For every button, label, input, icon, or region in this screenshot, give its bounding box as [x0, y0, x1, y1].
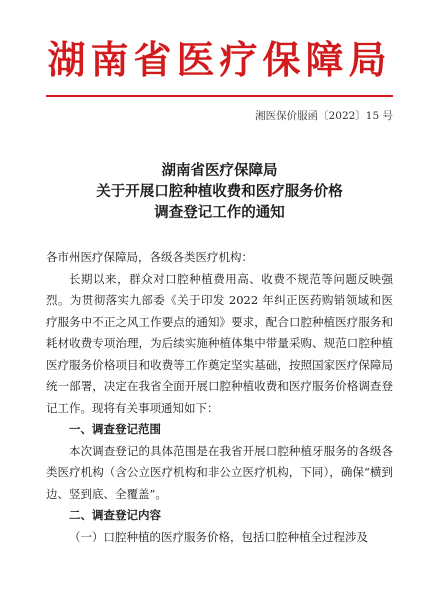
- section-heading-content: 二、调查登记内容: [69, 508, 161, 522]
- addressee-line: 各市州医疗保障局，各级各类医疗机构：: [46, 250, 253, 264]
- notice-title: [0, 160, 439, 223]
- letterhead-red-rule: [46, 95, 393, 97]
- notice-title-line-2: 关于开展口腔种植收费和医疗服务价格: [96, 183, 343, 200]
- paragraph-intro: 长期以来，群众对口腔种植费用高、收费不规范等问题反映强烈。为贯彻落实九部委《关于印发 2022 年纠正医药购销领域和医疗服务中不正之风工作要点的通知》要求，配合口腔种植医疗服务和耗材收费专项治理，为后续实施种植体集中带量采购、规范口腔种植医疗服务价格项目和收费等工作奠定坚实基础，按照国家医疗保障局统一部署，决定在我省全面开展口腔种植收费和医疗服务价格调查登记工作。现将有关事项通知如下：: [46, 271, 393, 415]
- notice-title-line-3: 调查登记工作的通知: [154, 204, 285, 221]
- notice-title-line-1: 湖南省医疗保障局: [161, 162, 278, 179]
- agency-letterhead-title: 湖南省医疗保障局: [47, 37, 392, 82]
- paragraph-content-item-1: （一）口腔种植的医疗服务价格，包括口腔种植全过程涉及: [69, 529, 368, 544]
- notice-body: [46, 247, 393, 548]
- paragraph-scope: 本次调查登记的具体范围是在我省开展口腔种植牙服务的各级各类医疗机构（含公立医疗机构和非公立医疗机构，下同），确保“横到边、竖到底、全覆盖”。: [46, 443, 393, 501]
- section-heading-scope: 一、调查登记范围: [69, 422, 161, 436]
- document-number: 湘医保价服函〔2022〕15 号: [255, 110, 393, 122]
